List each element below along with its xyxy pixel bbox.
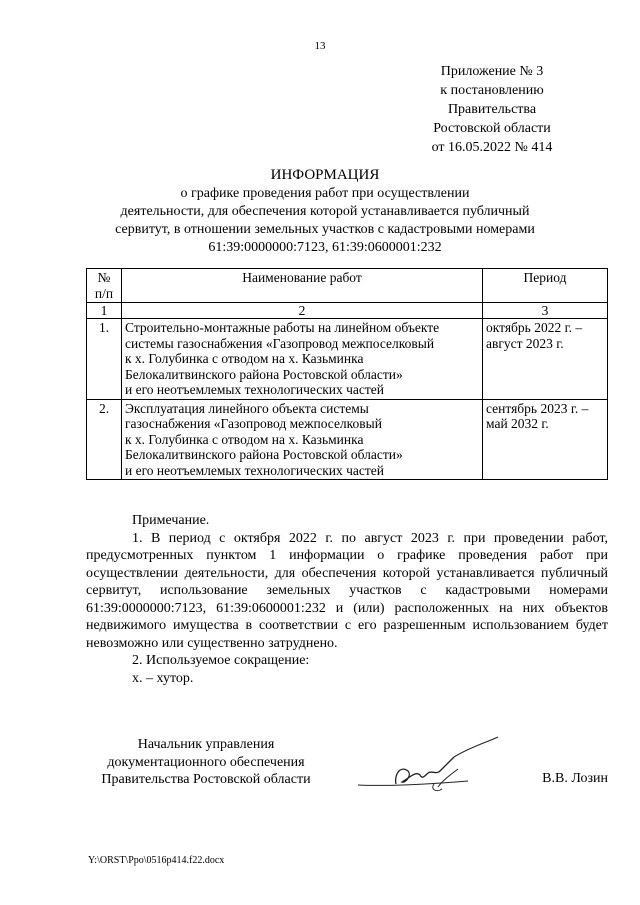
index-cell: 2 — [122, 303, 483, 319]
note-item: 1. В период с октября 2022 г. по август 2023 г. при проведении работ, предусмотренных пунктом 1 информации о графике проведения работ при осуществлении деятельности, для обеспечения которой устанавливается публичный сервитут, использование земельных участков с кадастровыми номерами 61:39:0000000:7123, 61:39:0600001:232 и (или) расположенных на них объектов недвижимого имущества в соответствии с его разрешенным использованием будет невозможно или существенно затруднено. — [86, 530, 608, 651]
note-item: х. – хутор. — [132, 670, 194, 686]
row-period-line: октябрь 2022 г. – — [486, 320, 583, 335]
header-number — [87, 269, 122, 303]
row-period — [483, 399, 608, 480]
document-title — [60, 166, 590, 257]
row-name-line: к х. Голубинка с отводом на х. Казьминка — [125, 431, 364, 447]
signatory-title-line: Начальник управления — [137, 737, 275, 752]
appendix-line: к постановлению — [440, 83, 544, 98]
signatory-title-line: документационного обеспечения — [107, 754, 305, 770]
handwritten-signature — [350, 735, 510, 802]
header-name: Наименование работ — [122, 269, 483, 303]
index-cell: 3 — [483, 303, 608, 319]
row-name-line: Строительно-монтажные работы на линейном объекте — [125, 320, 440, 335]
row-name-line: к х. Голубинка с отводом на х. Казьминка — [125, 351, 364, 366]
row-name-line: Эксплуатация линейного объекта системы — [125, 400, 369, 416]
appendix-header — [402, 62, 582, 157]
file-path: Y:\ORST\Ppo\0516p414.f22.docx — [88, 855, 225, 866]
header-number-line: п/п — [94, 285, 114, 301]
row-period-line: август 2023 г. — [486, 335, 564, 351]
row-name — [122, 319, 483, 400]
title-line: сервитут, в отношении земельных участков с кадастровыми номерами — [115, 222, 535, 237]
title-line: 61:39:0000000:7123, 61:39:0600001:232 — [208, 240, 442, 255]
title-line: о графике проведения работ при осуществлении — [180, 186, 470, 201]
appendix-line: Правительства — [447, 102, 537, 117]
row-name — [122, 399, 483, 480]
table-header-row — [87, 269, 608, 303]
appendix-line: Приложение № 3 — [440, 64, 544, 79]
signatory-name: В.В. Лозин — [542, 771, 608, 786]
appendix-line: Ростовской области — [433, 121, 551, 136]
works-schedule-table — [86, 268, 608, 480]
notes-section — [86, 512, 608, 687]
row-name-line: и его неотъемлемых технологических частей — [125, 382, 385, 397]
row-name-line: Белокалитвинского района Ростовской области» — [125, 366, 403, 382]
page-number: 13 — [314, 40, 326, 52]
note-item: 2. Используемое сокращение: — [132, 653, 310, 668]
row-period — [483, 319, 608, 400]
header-number-line: № — [97, 270, 111, 285]
table-row — [87, 399, 608, 480]
row-period-line: май 2032 г. — [486, 416, 549, 431]
row-name-line: газоснабжения «Газопровод межпоселковый — [125, 416, 382, 431]
notes-heading: Примечание. — [132, 513, 210, 528]
header-period: Период — [483, 269, 608, 303]
row-period-line: сентябрь 2023 г. – — [486, 400, 589, 416]
signatory-title — [86, 736, 326, 789]
appendix-line: от 16.05.2022 № 414 — [431, 140, 553, 155]
table-index-row — [87, 303, 608, 319]
title-line: деятельности, для обеспечения которой устанавливается публичный — [120, 204, 530, 219]
row-number: 1. — [87, 319, 122, 400]
signatory-title-line: Правительства Ростовской области — [101, 772, 311, 787]
index-cell: 1 — [87, 303, 122, 319]
row-name-line: Белокалитвинского района Ростовской области» — [125, 447, 403, 462]
row-name-line: системы газоснабжения «Газопровод межпоселковый — [125, 335, 435, 351]
row-number: 2. — [87, 399, 122, 480]
table-row — [87, 319, 608, 400]
row-name-line: и его неотъемлемых технологических частей — [125, 462, 385, 478]
title-heading: ИНФОРМАЦИЯ — [270, 167, 380, 183]
